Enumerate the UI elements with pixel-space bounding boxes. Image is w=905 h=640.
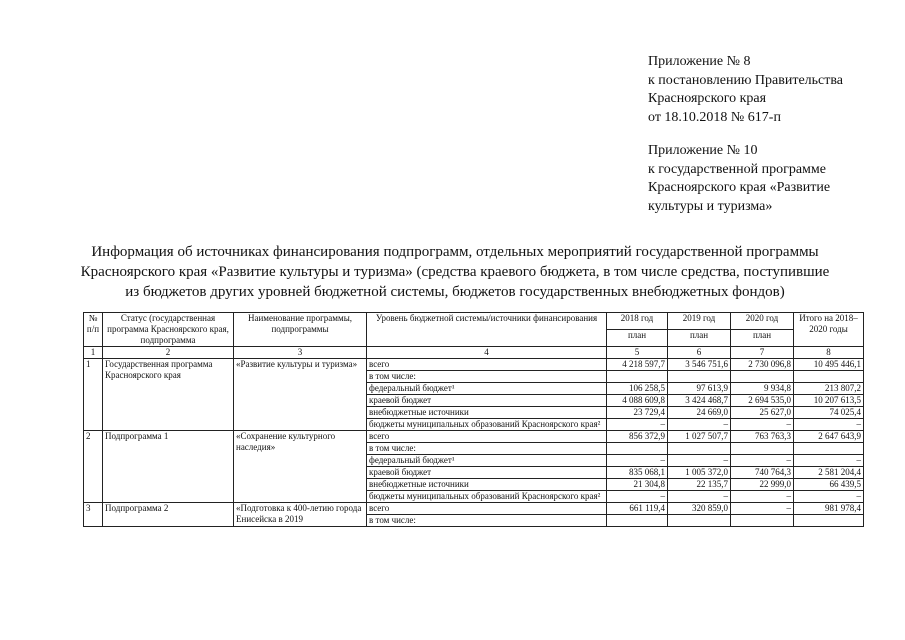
value-2019: –	[668, 491, 731, 503]
header-plan-2020: план	[731, 330, 794, 347]
value-2019: –	[668, 419, 731, 431]
header-2020: 2020 год	[731, 313, 794, 330]
value-total	[794, 443, 864, 455]
value-total: 981 978,4	[794, 503, 864, 515]
source-cell: бюджеты муниципальных образований Красноярского края²	[367, 491, 607, 503]
header-total: Итого на 2018–2020 годы	[794, 313, 864, 347]
colnum-5: 5	[607, 347, 668, 359]
value-2018: 835 068,1	[607, 467, 668, 479]
source-cell: в том числе:	[367, 371, 607, 383]
value-2020: –	[731, 491, 794, 503]
value-2019: 1 027 507,7	[668, 431, 731, 443]
value-2020: 2 730 096,8	[731, 359, 794, 371]
program-status: Подпрограмма 2	[103, 503, 234, 527]
value-total: 10 207 613,5	[794, 395, 864, 407]
colnum-2: 2	[103, 347, 234, 359]
source-cell: всего	[367, 431, 607, 443]
source-cell: бюджеты муниципальных образований Красноярского края²	[367, 419, 607, 431]
value-total	[794, 371, 864, 383]
value-total: 213 807,2	[794, 383, 864, 395]
colnum-4: 4	[367, 347, 607, 359]
program-name: «Сохранение культурного наследия»	[234, 431, 367, 503]
source-cell: краевой бюджет	[367, 467, 607, 479]
document-title	[60, 242, 850, 302]
source-cell: в том числе:	[367, 443, 607, 455]
header-2019: 2019 год	[668, 313, 731, 330]
appendix-10-line-1: Приложение № 10	[648, 143, 758, 158]
colnum-3: 3	[234, 347, 367, 359]
header-level: Уровень бюджетной системы/источники финансирования	[367, 313, 607, 347]
value-2018: 856 372,9	[607, 431, 668, 443]
table-header	[84, 313, 864, 359]
source-cell: федеральный бюджет¹	[367, 455, 607, 467]
appendix-8-line-1: Приложение № 8	[648, 54, 751, 69]
source-cell: краевой бюджет	[367, 395, 607, 407]
value-2020: 763 763,3	[731, 431, 794, 443]
value-total: –	[794, 455, 864, 467]
value-2018: 4 088 609,8	[607, 395, 668, 407]
table-row	[84, 503, 864, 515]
value-2018	[607, 371, 668, 383]
value-total: 2 647 643,9	[794, 431, 864, 443]
value-2020: 740 764,3	[731, 467, 794, 479]
value-2020	[731, 443, 794, 455]
value-total: –	[794, 491, 864, 503]
value-2019	[668, 443, 731, 455]
value-2018	[607, 515, 668, 527]
source-cell: в том числе:	[367, 515, 607, 527]
appendix-8-block	[648, 53, 843, 127]
value-2018: –	[607, 455, 668, 467]
value-2018	[607, 443, 668, 455]
appendix-10-line-2: к государственной программе	[648, 161, 826, 177]
table-row	[84, 431, 864, 443]
value-2020	[731, 515, 794, 527]
appendix-10-line-3: Красноярского края «Развитие	[648, 180, 831, 195]
value-total: 74 025,4	[794, 407, 864, 419]
program-num: 3	[84, 503, 103, 527]
value-2020: –	[731, 419, 794, 431]
value-2019: 320 859,0	[668, 503, 731, 515]
source-cell: внебюджетные источники	[367, 479, 607, 491]
header-num: № п/п	[84, 313, 103, 347]
value-2020: 2 694 535,0	[731, 395, 794, 407]
value-2019	[668, 515, 731, 527]
value-2020: 9 934,8	[731, 383, 794, 395]
value-total	[794, 515, 864, 527]
value-total: –	[794, 419, 864, 431]
value-2018: –	[607, 419, 668, 431]
column-number-row	[84, 347, 864, 359]
value-2019	[668, 371, 731, 383]
program-name: «Развитие культуры и туризма»	[234, 359, 367, 431]
appendix-8-line-3: Красноярского края	[648, 91, 767, 106]
value-total: 66 439,5	[794, 479, 864, 491]
value-total: 10 495 446,1	[794, 359, 864, 371]
value-2019: 22 135,7	[668, 479, 731, 491]
value-2020: 22 999,0	[731, 479, 794, 491]
value-2020: 25 627,0	[731, 407, 794, 419]
value-2019: 3 546 751,6	[668, 359, 731, 371]
source-cell: всего	[367, 359, 607, 371]
value-2018: 661 119,4	[607, 503, 668, 515]
header-status: Статус (государственная программа Красноярского края, подпрограмма	[103, 313, 234, 347]
value-2019: 1 005 372,0	[668, 467, 731, 479]
value-2018: 106 258,5	[607, 383, 668, 395]
value-2019: 3 424 468,7	[668, 395, 731, 407]
title-line-3: из бюджетов других уровней бюджетной системы, бюджетов государственных внебюджетных фондов)	[125, 284, 785, 300]
source-cell: всего	[367, 503, 607, 515]
value-2019: 24 669,0	[668, 407, 731, 419]
header-plan-2019: план	[668, 330, 731, 347]
value-2020: –	[731, 503, 794, 515]
colnum-8: 8	[794, 347, 864, 359]
value-2020: –	[731, 455, 794, 467]
appendix-10-line-4: культуры и туризма»	[648, 198, 773, 214]
header-name: Наименование программы, подпрограммы	[234, 313, 367, 347]
financing-table	[83, 312, 864, 527]
header-2018: 2018 год	[607, 313, 668, 330]
colnum-7: 7	[731, 347, 794, 359]
program-num: 1	[84, 359, 103, 431]
program-num: 2	[84, 431, 103, 503]
source-cell: внебюджетные источники	[367, 407, 607, 419]
appendix-10-block	[648, 142, 830, 216]
table-row	[84, 359, 864, 371]
value-2020	[731, 371, 794, 383]
value-2019: –	[668, 455, 731, 467]
title-line-1: Информация об источниках финансирования подпрограмм, отдельных мероприятий государственной программы	[91, 244, 819, 260]
value-2019: 97 613,9	[668, 383, 731, 395]
value-2018: –	[607, 491, 668, 503]
value-total: 2 581 204,4	[794, 467, 864, 479]
program-status: Подпрограмма 1	[103, 431, 234, 503]
appendix-8-line-4: от 18.10.2018 № 617-п	[648, 109, 781, 125]
value-2018: 4 218 597,7	[607, 359, 668, 371]
value-2018: 21 304,8	[607, 479, 668, 491]
value-2018: 23 729,4	[607, 407, 668, 419]
program-status: Государственная программа Красноярского края	[103, 359, 234, 431]
appendix-8-line-2: к постановлению Правительства	[648, 72, 844, 88]
title-line-2: Красноярского края «Развитие культуры и туризма» (средства краевого бюджета, в том числе средства, поступившие	[80, 264, 830, 280]
source-cell: федеральный бюджет¹	[367, 383, 607, 395]
table-body	[84, 359, 864, 527]
program-name: «Подготовка к 400-летию города Енисейска в 2019	[234, 503, 367, 527]
colnum-1: 1	[84, 347, 103, 359]
header-plan-2018: план	[607, 330, 668, 347]
colnum-6: 6	[668, 347, 731, 359]
